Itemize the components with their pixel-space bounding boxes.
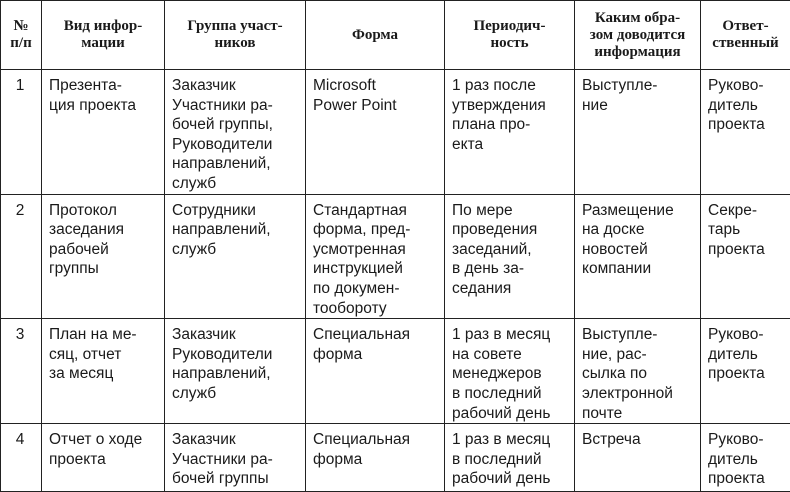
header-text: зом доводится xyxy=(579,27,696,44)
cell-text: направлений, xyxy=(172,154,301,174)
cell-text: дитель xyxy=(708,450,786,470)
cell-text: менеджеров xyxy=(452,364,570,384)
cell-text: в последний xyxy=(452,450,570,470)
cell-text: проекта xyxy=(708,115,786,135)
header-info-type xyxy=(42,1,165,70)
cell-text: сылка по xyxy=(582,364,696,384)
cell-form xyxy=(306,424,445,492)
cell-text: 1 раз в месяц xyxy=(452,430,570,450)
cell-text: Встреча xyxy=(582,430,696,450)
cell-number: 3 xyxy=(1,319,42,424)
header-periodicity xyxy=(445,1,575,70)
cell-text: рабочей xyxy=(49,240,160,260)
cell-text: Отчет о ходе xyxy=(49,430,160,450)
cell-participants xyxy=(165,319,306,424)
cell-text: рабочий день xyxy=(452,469,570,489)
cell-text: на доске xyxy=(582,220,696,240)
cell-text: Руково- xyxy=(708,430,786,450)
cell-text: ция проекта xyxy=(49,96,160,116)
cell-text: заседания xyxy=(49,220,160,240)
cell-text: дитель xyxy=(708,96,786,116)
cell-text: бочей группы xyxy=(172,469,301,489)
header-text: информация xyxy=(579,44,696,61)
cell-text: Заказчик xyxy=(172,430,301,450)
cell-text: новостей xyxy=(582,240,696,260)
cell-text: направлений, xyxy=(172,364,301,384)
header-text: № xyxy=(5,18,37,35)
cell-text: екта xyxy=(452,135,570,155)
cell-text: проекта xyxy=(708,469,786,489)
cell-info-type xyxy=(42,319,165,424)
cell-number: 2 xyxy=(1,194,42,319)
cell-text: Размещение xyxy=(582,201,696,221)
cell-text: седания xyxy=(452,279,570,299)
cell-participants xyxy=(165,424,306,492)
cell-text: проведения xyxy=(452,220,570,240)
cell-text: форма xyxy=(313,450,440,470)
cell-text: Выступле- xyxy=(582,76,696,96)
cell-text: служб xyxy=(172,240,301,260)
cell-text: Участники ра- xyxy=(172,96,301,116)
cell-text: в день за- xyxy=(452,259,570,279)
header-text: ность xyxy=(449,35,570,52)
cell-text: проекта xyxy=(49,450,160,470)
cell-text: за месяц xyxy=(49,364,160,384)
cell-text: группы xyxy=(49,259,160,279)
cell-text: Руководители xyxy=(172,345,301,365)
cell-text: утверждения xyxy=(452,96,570,116)
cell-text: Power Point xyxy=(313,96,440,116)
cell-periodicity xyxy=(445,319,575,424)
cell-text: проекта xyxy=(708,364,786,384)
header-number xyxy=(1,1,42,70)
cell-form xyxy=(306,70,445,195)
cell-info-type xyxy=(42,194,165,319)
table-row xyxy=(1,70,790,195)
cell-text: форма, пред- xyxy=(313,220,440,240)
cell-text: направлений, xyxy=(172,220,301,240)
cell-text: Секре- xyxy=(708,201,786,221)
cell-text: плана про- xyxy=(452,115,570,135)
cell-text: По мере xyxy=(452,201,570,221)
cell-responsible xyxy=(701,319,790,424)
cell-text: Заказчик xyxy=(172,325,301,345)
cell-text: ние xyxy=(582,96,696,116)
header-participants xyxy=(165,1,306,70)
cell-text: Руководители xyxy=(172,135,301,155)
cell-text: Заказчик xyxy=(172,76,301,96)
cell-text: Презента- xyxy=(49,76,160,96)
header-text: Ответ- xyxy=(705,18,786,35)
cell-responsible xyxy=(701,424,790,492)
cell-text: на совете xyxy=(452,345,570,365)
cell-text: Стандартная xyxy=(313,201,440,221)
cell-text: заседаний, xyxy=(452,240,570,260)
cell-text: служб xyxy=(172,174,301,194)
cell-text: почте xyxy=(582,404,696,424)
cell-delivery xyxy=(575,424,701,492)
cell-text: Выступле- xyxy=(582,325,696,345)
cell-text: рабочий день xyxy=(452,404,570,424)
cell-form xyxy=(306,194,445,319)
cell-text: проекта xyxy=(708,240,786,260)
cell-responsible xyxy=(701,194,790,319)
header-text: Каким обра- xyxy=(579,10,696,27)
header-text: п/п xyxy=(5,35,37,52)
cell-text: компании xyxy=(582,259,696,279)
header-text: мации xyxy=(46,35,160,52)
cell-text: Руково- xyxy=(708,325,786,345)
table-row xyxy=(1,424,790,492)
table-row xyxy=(1,194,790,319)
cell-form xyxy=(306,319,445,424)
cell-number: 4 xyxy=(1,424,42,492)
cell-text: в последний xyxy=(452,384,570,404)
cell-delivery xyxy=(575,70,701,195)
header-delivery xyxy=(575,1,701,70)
cell-text: 1 раз в месяц xyxy=(452,325,570,345)
header-row xyxy=(1,1,790,70)
cell-text: бочей группы, xyxy=(172,115,301,135)
header-form xyxy=(306,1,445,70)
cell-responsible xyxy=(701,70,790,195)
cell-participants xyxy=(165,70,306,195)
cell-text: по докумен- xyxy=(313,279,440,299)
cell-text: тарь xyxy=(708,220,786,240)
cell-text: Протокол xyxy=(49,201,160,221)
header-text: Группа участ- xyxy=(169,18,301,35)
cell-info-type xyxy=(42,424,165,492)
cell-delivery xyxy=(575,319,701,424)
header-text: Форма xyxy=(310,27,440,44)
cell-text: форма xyxy=(313,345,440,365)
cell-text: Microsoft xyxy=(313,76,440,96)
cell-text: усмотренная xyxy=(313,240,440,260)
cell-text: Специальная xyxy=(313,325,440,345)
cell-delivery xyxy=(575,194,701,319)
header-text: ников xyxy=(169,35,301,52)
cell-periodicity xyxy=(445,194,575,319)
cell-text: инструкцией xyxy=(313,259,440,279)
header-text: Периодич- xyxy=(449,18,570,35)
cell-text: тообороту xyxy=(313,299,440,319)
cell-text: Участники ра- xyxy=(172,450,301,470)
cell-text: Специальная xyxy=(313,430,440,450)
cell-text: Руково- xyxy=(708,76,786,96)
cell-number: 1 xyxy=(1,70,42,195)
cell-text: Сотрудники xyxy=(172,201,301,221)
cell-periodicity xyxy=(445,424,575,492)
cell-text: сяц, отчет xyxy=(49,345,160,365)
cell-text: 1 раз после xyxy=(452,76,570,96)
cell-periodicity xyxy=(445,70,575,195)
header-text: Вид инфор- xyxy=(46,18,160,35)
cell-text: электронной xyxy=(582,384,696,404)
table-row xyxy=(1,319,790,424)
cell-participants xyxy=(165,194,306,319)
header-responsible xyxy=(701,1,790,70)
cell-text: служб xyxy=(172,384,301,404)
header-text: ственный xyxy=(705,35,786,52)
cell-text: План на ме- xyxy=(49,325,160,345)
cell-text: ние, рас- xyxy=(582,345,696,365)
cell-text: дитель xyxy=(708,345,786,365)
cell-info-type xyxy=(42,70,165,195)
